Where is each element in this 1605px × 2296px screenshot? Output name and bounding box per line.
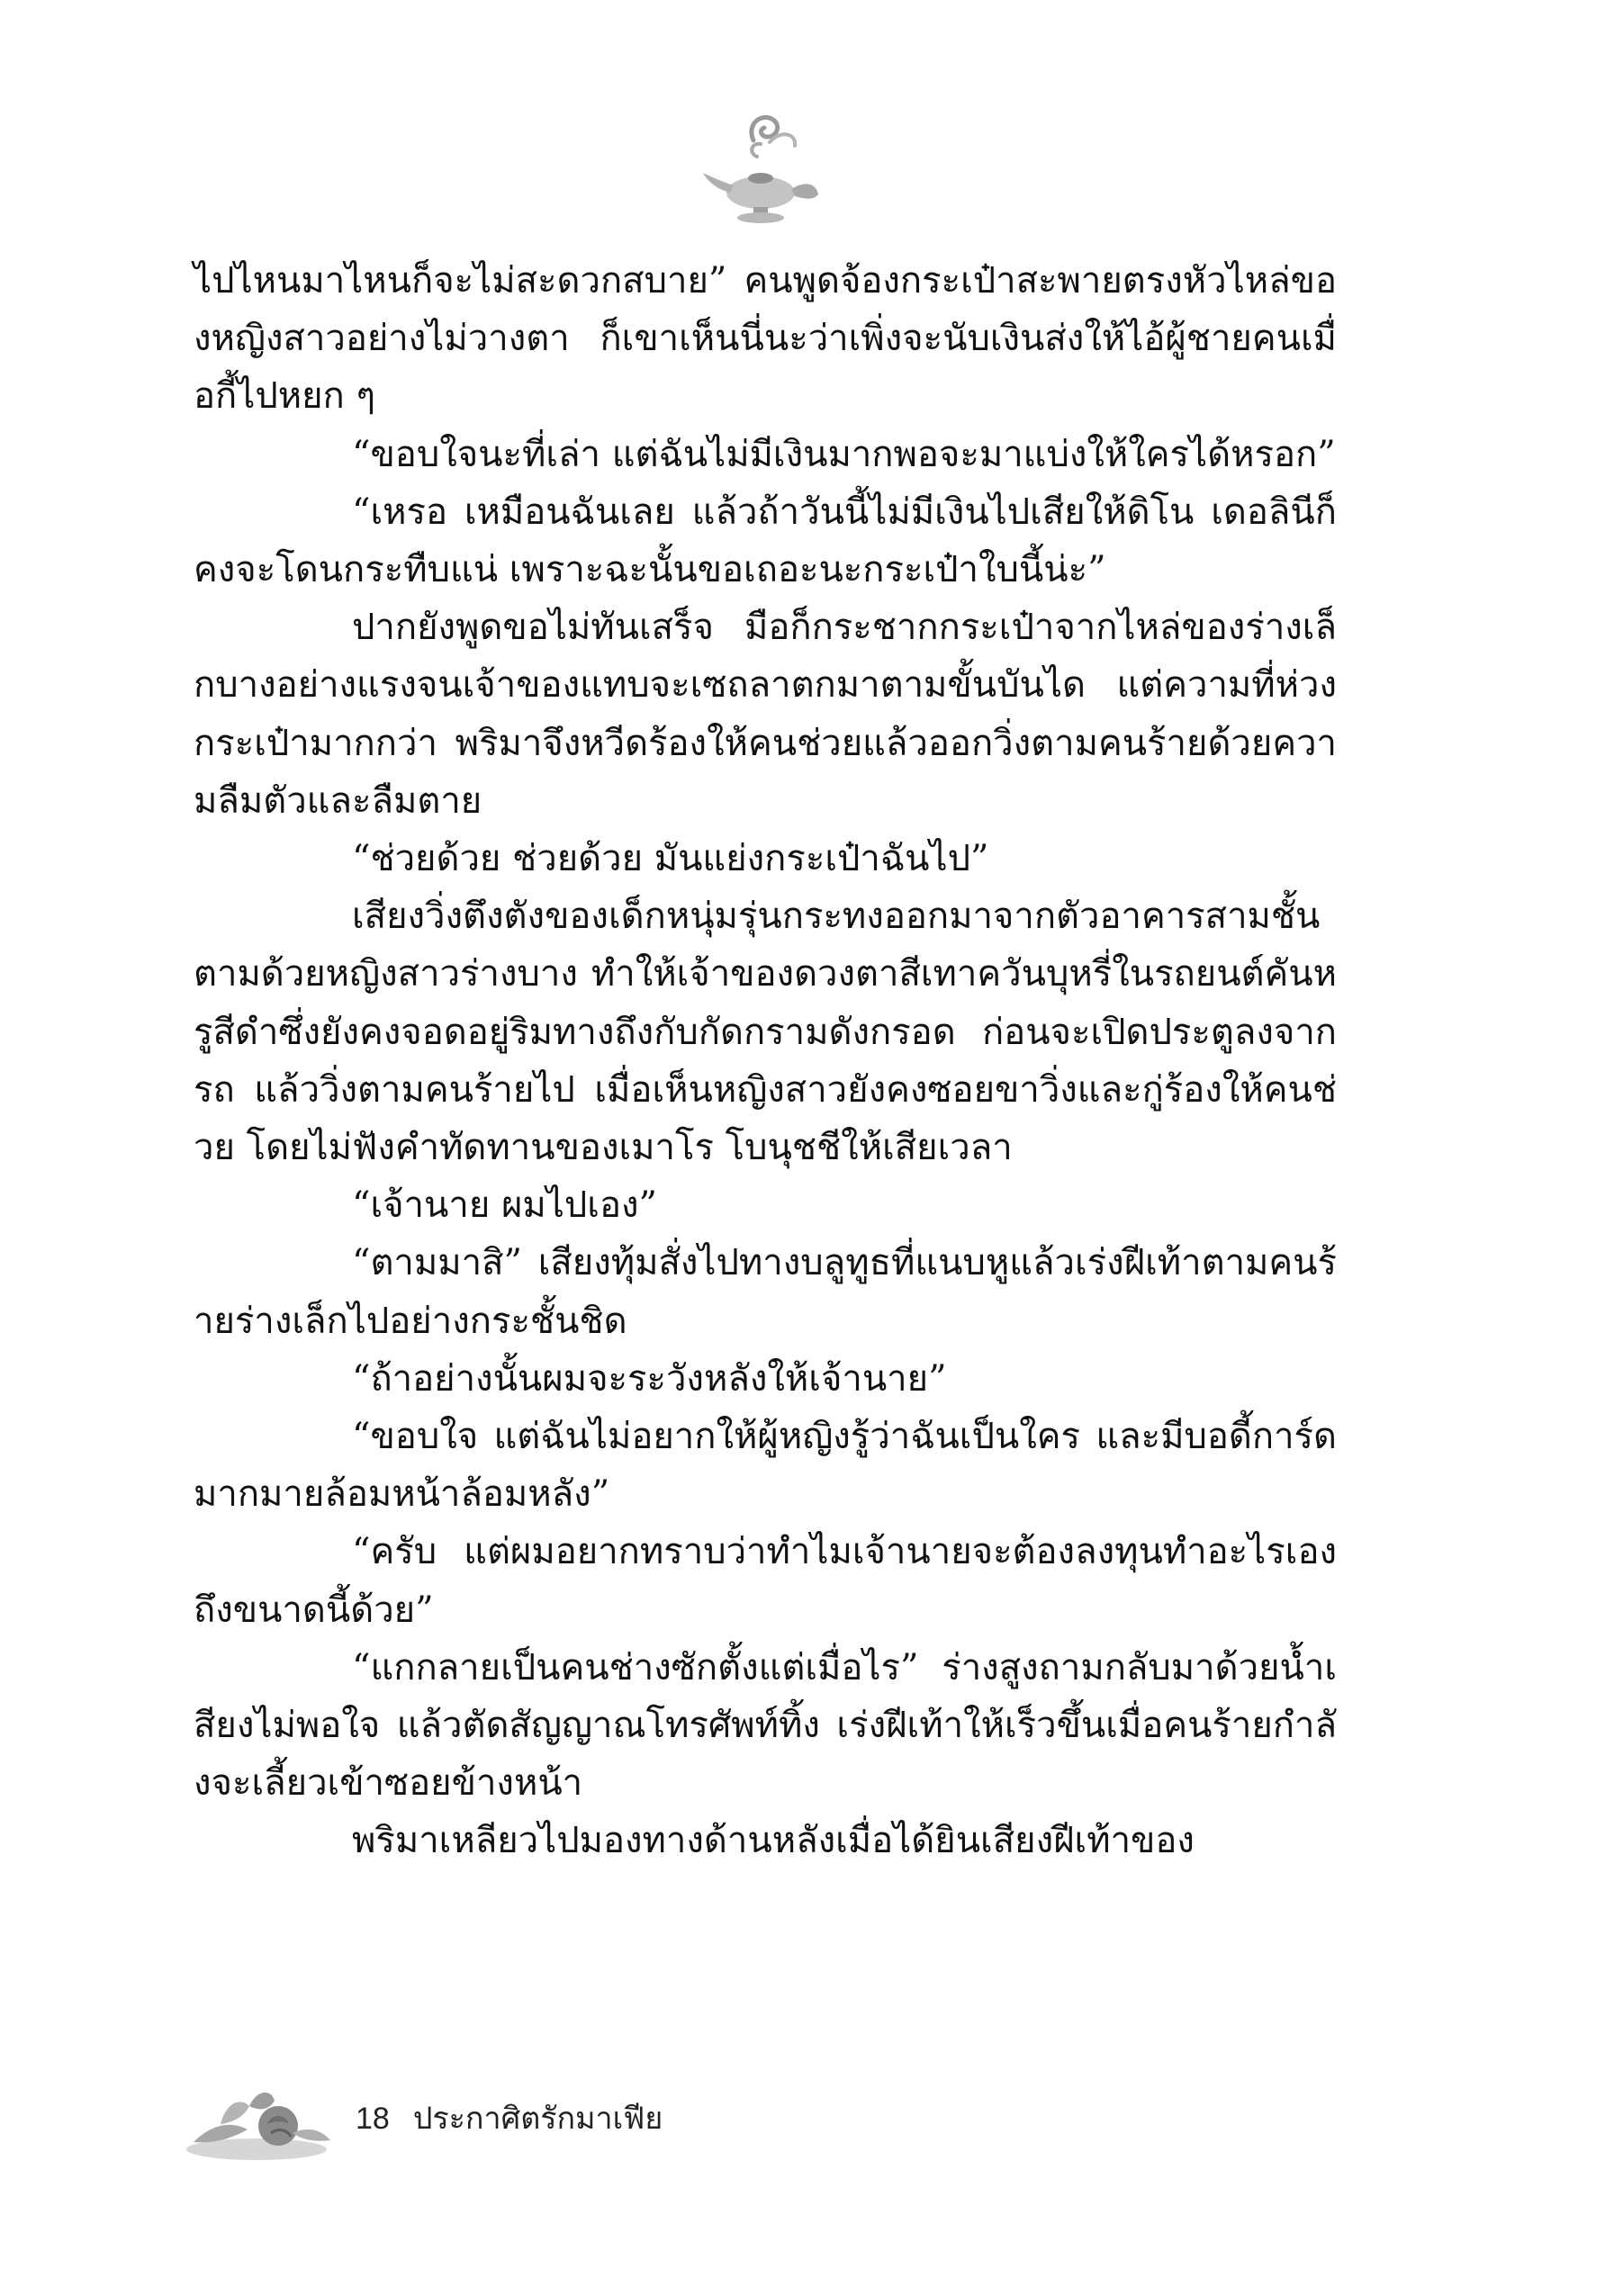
genie-lamp-icon bbox=[698, 106, 833, 241]
paragraph: “เจ้านาย ผมไปเอง” bbox=[352, 1184, 657, 1227]
page-footer bbox=[185, 2070, 995, 2169]
paragraph: “ขอบใจ แต่ฉันไม่อยากให้ผู้หญิงรู้ว่าฉันเป็นใคร และมีบอดี้การ์ดมากมายล้อมหน้าล้อมหลัง” bbox=[194, 1416, 1337, 1516]
paragraph: “ตามมาสิ” เสียงทุ้มสั่งไปทางบลูทูธที่แนบหูแล้วเร่งฝีเท้าตามคนร้ายร่างเล็กไปอย่างกระชั้นชิด bbox=[194, 1242, 1337, 1342]
paragraph: “ครับ แต่ผมอยากทราบว่าทำไมเจ้านายจะต้องลงทุนทำอะไรเองถึงขนาดนี้ด้วย” bbox=[194, 1531, 1337, 1631]
book-title: ประกาศิตรักมาเฟีย bbox=[412, 2102, 663, 2136]
paragraph: “ขอบใจนะที่เล่า แต่ฉันไม่มีเงินมากพอจะมาแบ่งให้ใครได้หรอก” bbox=[352, 433, 1336, 475]
paragraph: “แกกลายเป็นคนช่างซักตั้งแต่เมื่อไร” ร่างสูงถามกลับมาด้วยน้ำเสียงไม่พอใจ แล้วตัดสัญญาณโทรศัพท์ทิ้ง เร่งฝีเท้าให้เร็วขึ้นเมื่อคนร้ายกำลังจะเลี้ยวเข้าซอยข้างหน้า bbox=[194, 1646, 1337, 1805]
body-text bbox=[194, 252, 1337, 1870]
paragraph: ปากยังพูดขอไม่ทันเสร็จ มือก็กระชากกระเป๋าจากไหล่ของร่างเล็กบางอย่างแรงจนเจ้าของแทบจะเซถลาตกมาตามขั้นบันได แต่ความที่ห่วงกระเป๋ามากกว่า พริมาจึงหวีดร้องให้คนช่วยแล้วออกวิ่งตามคนร้ายด้วยความลืมตัวและลืมตาย bbox=[194, 607, 1337, 822]
page-number: 18 bbox=[356, 2102, 390, 2136]
paragraph: ไปไหนมาไหนก็จะไม่สะดวกสบาย” คนพูดจ้องกระเป๋าสะพายตรงหัวไหล่ของหญิงสาวอย่างไม่วางตา ก็เขาเห็นนี่นะว่าเพิ่งจะนับเงินส่งให้ไอ้ผู้ชายคนเมื่อกี้ไปหยก ๆ bbox=[194, 260, 1337, 418]
paragraph: เสียงวิ่งตึงตังของเด็กหนุ่มรุ่นกระทงออกมาจากตัวอาคารสามชั้นตามด้วยหญิงสาวร่างบาง ทำให้เจ้าของดวงตาสีเทาควันบุหรี่ในรถยนต์คันหรูสีดำซึ่งยังคงจอดอยู่ริมทางถึงกับกัดกรามดังกรอด ก่อนจะเปิดประตูลงจากรถ แล้ววิ่งตามคนร้ายไป เมื่อเห็นหญิงสาวยังคงซอยขาวิ่งและกู่ร้องให้คนช่วย โดยไม่ฟังคำทัดทานของเมาโร โบนุชชีให้เสียเวลา bbox=[194, 896, 1337, 1169]
paragraph: “ช่วยด้วย ช่วยด้วย มันแย่งกระเป๋าฉันไป” bbox=[352, 838, 989, 880]
paragraph: “เหรอ เหมือนฉันเลย แล้วถ้าวันนี้ไม่มีเงินไปเสียให้ดิโน เดอลินีก็คงจะโดนกระทืบแน่ เพราะฉะนั้นขอเถอะนะกระเป๋าใบนี้น่ะ” bbox=[194, 491, 1337, 591]
paragraph: “ถ้าอย่างนั้นผมจะระวังหลังให้เจ้านาย” bbox=[352, 1357, 947, 1400]
page-folio bbox=[356, 2101, 663, 2137]
rose-flower-icon bbox=[185, 2070, 338, 2169]
paragraph: พริมาเหลียวไปมองทางด้านหลังเมื่อได้ยินเสียงฝีเท้าของ bbox=[352, 1820, 1195, 1862]
